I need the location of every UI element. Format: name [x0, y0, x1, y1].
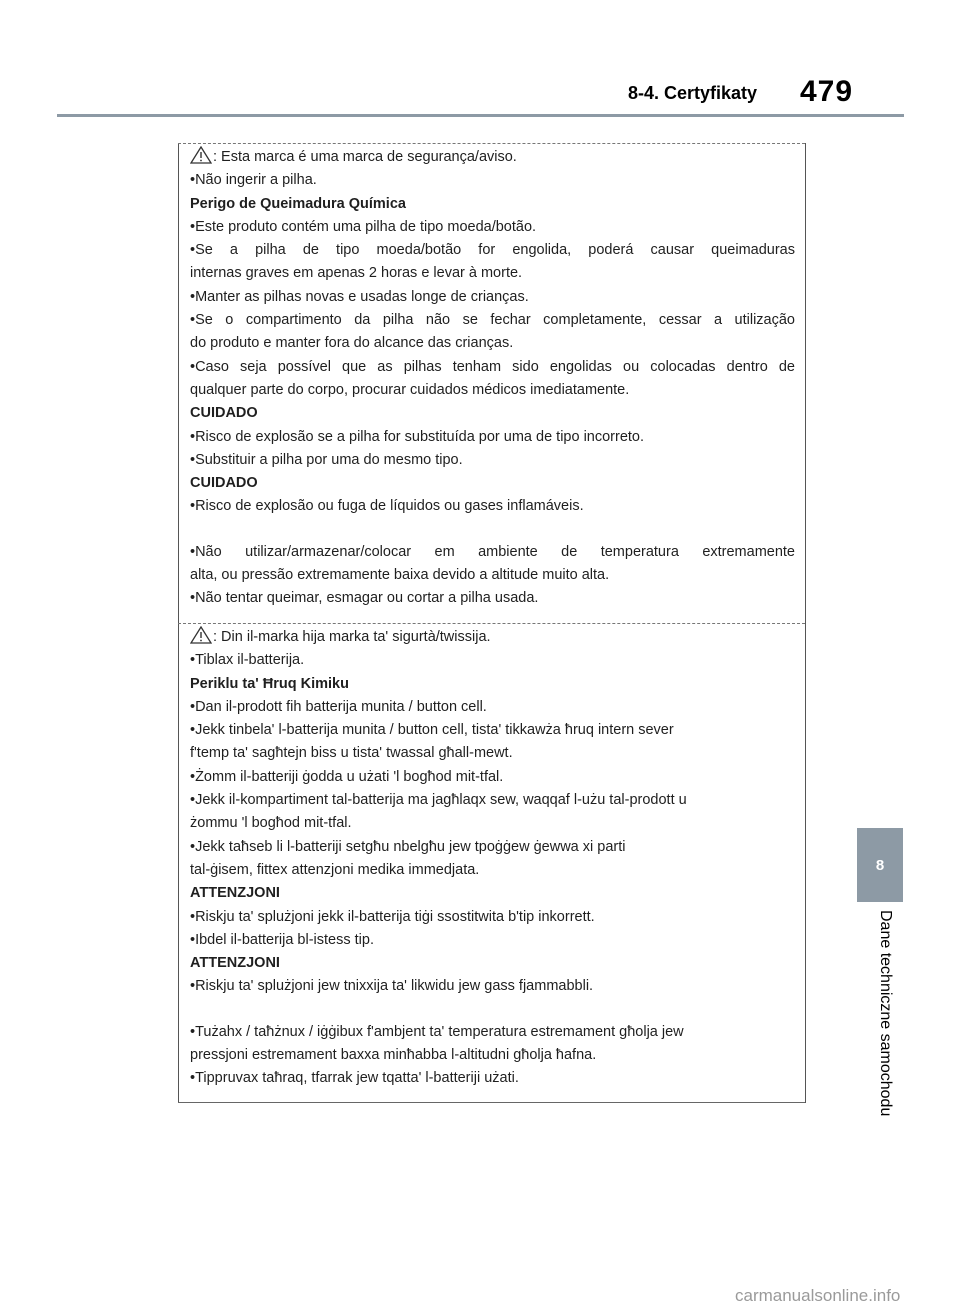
- cert-heading: Periklu ta' Ħruq Kimiku: [190, 675, 349, 692]
- cert-line: •Não ingerir a pilha.: [190, 172, 317, 189]
- page-number: 479: [800, 75, 854, 108]
- certificate-bottom-border: [178, 1102, 805, 1103]
- cert-heading: ATTENZJONI: [190, 955, 280, 972]
- cert-heading: CUIDADO: [190, 405, 258, 422]
- warning-triangle-icon: [190, 626, 212, 644]
- certificate-section-pt: [190, 146, 795, 611]
- language-divider: [178, 623, 805, 625]
- cert-line: •Żomm il-batteriji ġodda u użati 'l bogħod mit-tfal.: [190, 768, 504, 785]
- header-rule: [57, 114, 904, 117]
- cert-line: •Riskju ta' splużjoni jew tnixxija ta' likwidu jew gass fjammabbli.: [190, 978, 594, 995]
- warning-intro-text: : Esta marca é uma marca de segurança/aviso.: [213, 149, 517, 165]
- cert-line: •Não utilizar/armazenar/colocar em ambiente de temperatura extremamente: [190, 543, 795, 560]
- certificate-section-mt: [190, 626, 795, 1091]
- cert-line: qualquer parte do corpo, procurar cuidados médicos imediatamente.: [190, 381, 630, 398]
- cert-line: •Dan il-prodott fih batterija munita / button cell.: [190, 698, 487, 715]
- warning-triangle-icon: [190, 146, 212, 164]
- chapter-number: 8: [875, 856, 885, 874]
- cert-line: żommu 'l bogħod mit-tfal.: [190, 815, 352, 832]
- cert-line: tal-ġisem, fittex attenzjoni medika immedjata.: [190, 861, 480, 878]
- warning-intro-text: : Din il-marka hija marka ta' sigurtà/twissija.: [213, 629, 491, 645]
- cert-heading: Perigo de Queimadura Química: [190, 195, 406, 212]
- cert-line: f'temp ta' sagħtejn biss u tista' twassal għall-mewt.: [190, 745, 513, 762]
- cert-line: •Jekk il-kompartiment tal-batterija ma jagħlaqx sew, waqqaf l-użu tal-prodott u: [190, 792, 687, 809]
- chapter-tab[interactable]: [857, 828, 903, 902]
- cert-line: •Caso seja possível que as pilhas tenham sido engolidas ou colocadas dentro de: [190, 358, 795, 375]
- cert-line: •Manter as pilhas novas e usadas longe de crianças.: [190, 288, 529, 305]
- cert-line: internas graves em apenas 2 horas e levar à morte.: [190, 265, 523, 282]
- cert-heading: ATTENZJONI: [190, 885, 280, 902]
- cert-line: •Tużahx / taħżnux / iġġibux f'ambjent ta' temperatura estremament għolja jew: [190, 1023, 684, 1040]
- cert-line: •Risco de explosão se a pilha for substituída por uma de tipo incorreto.: [190, 428, 645, 445]
- spacer: [190, 519, 795, 541]
- cert-heading: CUIDADO: [190, 475, 258, 492]
- warning-intro-mt: [190, 626, 795, 649]
- cert-line: •Jekk tinbela' l-batterija munita / button cell, tista' tikkawża ħruq intern sever: [190, 722, 674, 739]
- cert-line: •Riskju ta' splużjoni jekk il-batterija tiġi ssostitwita b'tip inkorrett.: [190, 908, 595, 925]
- site-watermark: carmanualsonline.info: [735, 1286, 901, 1305]
- cert-line: do produto e manter fora do alcance das crianças.: [190, 335, 514, 352]
- section-title: 8-4. Certyfikaty: [628, 83, 758, 103]
- cert-line: •Substituir a pilha por uma do mesmo tipo.: [190, 451, 463, 468]
- warning-intro-pt: [190, 146, 795, 169]
- cert-line: •Não tentar queimar, esmagar ou cortar a pilha usada.: [190, 590, 539, 607]
- cert-line: •Se a pilha de tipo moeda/botão for engolida, poderá causar queimaduras: [190, 242, 795, 259]
- cert-line: pressjoni estremament baxxa minħabba l-altitudni għolja ħafna.: [190, 1047, 597, 1064]
- cert-line: •Tippruvax taħraq, tfarrak jew tqatta' l-batteriji użati.: [190, 1070, 519, 1087]
- cert-line: •Este produto contém uma pilha de tipo moeda/botão.: [190, 218, 537, 235]
- chapter-label: Dane techniczne samochodu: [877, 910, 894, 1117]
- cert-line: •Jekk taħseb li l-batteriji setgħu nbelgħu jew tpoġġew ġewwa xi parti: [190, 838, 626, 855]
- certificate-top-border: [178, 143, 805, 145]
- spacer: [190, 999, 795, 1021]
- cert-line: •Risco de explosão ou fuga de líquidos ou gases inflamáveis.: [190, 498, 584, 515]
- cert-line: •Ibdel il-batterija bl-istess tip.: [190, 931, 374, 948]
- cert-line: •Se o compartimento da pilha não se fechar completamente, cessar a utilização: [190, 312, 795, 329]
- cert-line: alta, ou pressão extremamente baixa devido a altitude muito alta.: [190, 567, 610, 584]
- cert-line: •Tiblax il-batterija.: [190, 652, 305, 669]
